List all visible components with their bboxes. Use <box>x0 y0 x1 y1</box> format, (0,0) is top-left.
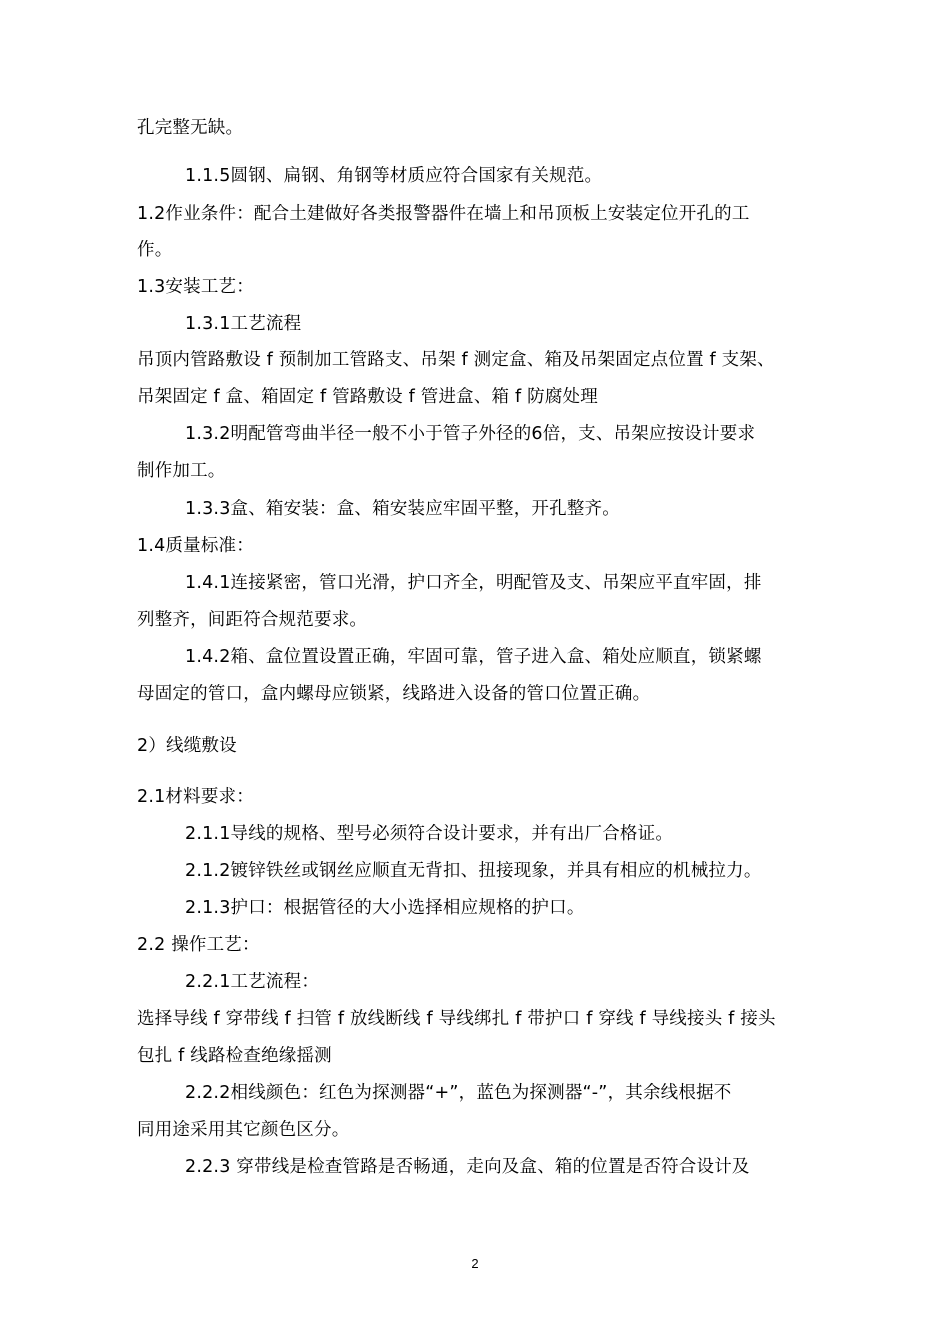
section-heading: 1.3安装工艺： <box>137 277 254 297</box>
section-heading: 2.1材料要求： <box>137 787 254 807</box>
text-line: 选择导线 f 穿带线 f 扫管 f 放线断线 f 导线绑扎 f 带护口 f 穿线 f 导线接头 f 接头 <box>137 1009 776 1029</box>
text-line: 1.4.2箱、盒位置设置正确，牢固可靠，管子进入盒、箱处应顺直，锁紧螺 <box>185 647 762 667</box>
section-heading: 1.4质量标准： <box>137 536 254 556</box>
text-line: 2.1.2镀锌铁丝或钢丝应顺直无背扣、扭接现象，并具有相应的机械拉力。 <box>185 861 762 881</box>
text-line: 2.2.2相线颜色：红色为探测器“+”，蓝色为探测器“-”，其余线根据不 <box>185 1083 732 1103</box>
text-line: 制作加工。 <box>137 461 226 481</box>
text-line: 1.3.2明配管弯曲半径一般不小于管子外径的6倍，支、吊架应按设计要求 <box>185 424 756 444</box>
text-line: 2.1.1导线的规格、型号必须符合设计要求，并有出厂合格证。 <box>185 824 674 844</box>
text-line: 同用途采用其它颜色区分。 <box>137 1120 350 1140</box>
text-line: 1.3.1工艺流程 <box>185 314 302 334</box>
text-line: 吊架固定 f 盒、箱固定 f 管路敷设 f 管进盒、箱 f 防腐处理 <box>137 387 598 407</box>
text-line: 列整齐，间距符合规范要求。 <box>137 610 368 630</box>
text-line: 作。 <box>137 240 173 260</box>
text-line: 1.4.1连接紧密，管口光滑，护口齐全，明配管及支、吊架应平直牢固，排 <box>185 573 762 593</box>
text-line: 1.3.3盒、箱安装：盒、箱安装应牢固平整，开孔整齐。 <box>185 499 620 519</box>
text-line: 1.1.5圆钢、扁钢、角钢等材质应符合国家有关规范。 <box>185 166 603 186</box>
text-line: 母固定的管口，盒内螺母应锁紧，线路进入设备的管口位置正确。 <box>137 684 651 704</box>
text-line: 2.2.1工艺流程： <box>185 972 320 992</box>
page-number: 2 <box>471 1256 479 1271</box>
text-line: 2.1.3护口：根据管径的大小选择相应规格的护口。 <box>185 898 585 918</box>
text-line: 2.2.3 穿带线是检查管路是否畅通，走向及盒、箱的位置是否符合设计及 <box>185 1157 750 1177</box>
section-heading: 2）线缆敷设 <box>137 736 237 756</box>
text-line: 1.2作业条件：配合土建做好各类报警器件在墙上和吊顶板上安装定位开孔的工 <box>137 204 750 224</box>
text-line: 孔完整无缺。 <box>137 118 244 138</box>
section-heading: 2.2 操作工艺： <box>137 935 260 955</box>
text-line: 包扎 f 线路检查绝缘摇测 <box>137 1046 332 1066</box>
text-line: 吊顶内管路敷设 f 预制加工管路支、吊架 f 测定盒、箱及吊架固定点位置 f 支架、 <box>137 350 775 370</box>
